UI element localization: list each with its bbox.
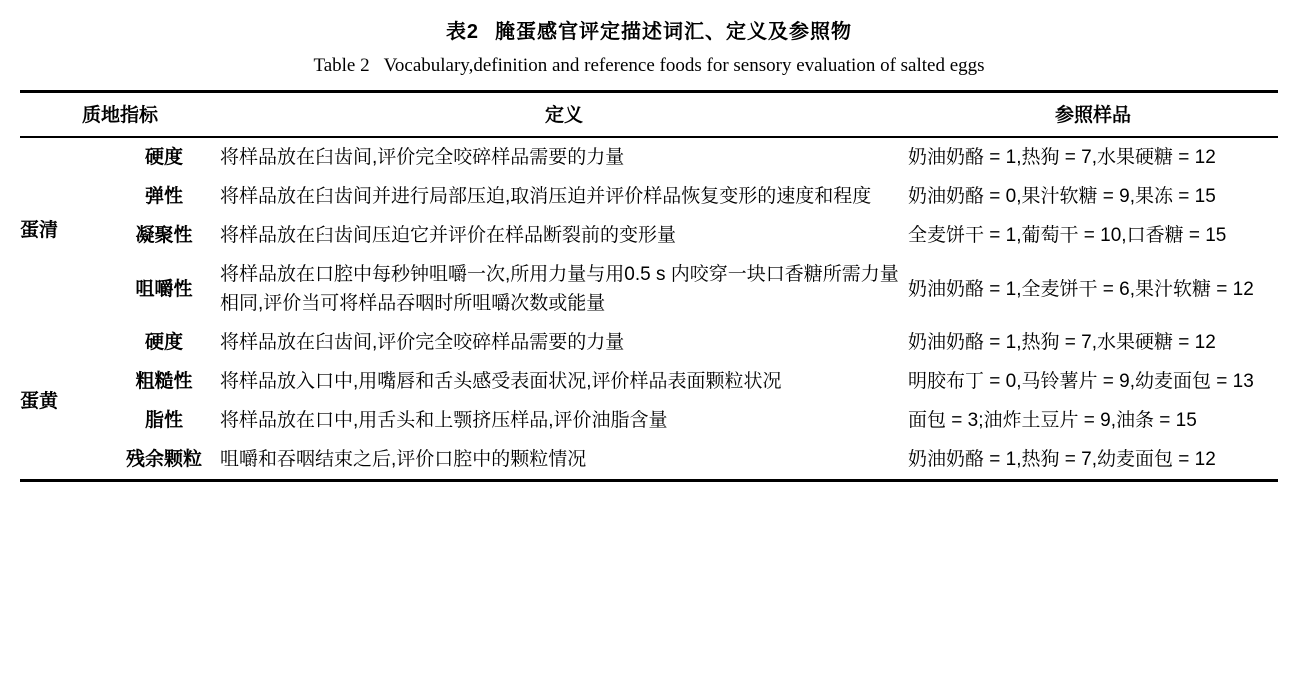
column-header-texture-indicator: 质地指标 [81,105,158,126]
group-label-egg-white: 蛋清 [20,220,59,241]
table-row-egg-yolk-oiliness [20,401,1278,440]
attribute-cell: 弹性 [144,186,183,207]
reference-cell: 奶油奶酪 = 1,热狗 = 7,水果硬糖 = 12 [908,147,1216,168]
table-number-en: Table 2 [313,55,370,76]
definition-cell: 将样品放在臼齿间压迫它并评价在样品断裂前的变形量 [220,225,677,246]
table-row-egg-yolk-hardness [20,323,1278,362]
definition-cell: 将样品放在臼齿间,评价完全咬碎样品需要的力量 [220,147,625,168]
attribute-cell: 粗糙性 [135,371,193,392]
reference-cell: 全麦饼干 = 1,葡萄干 = 10,口香糖 = 15 [908,225,1227,246]
table-row-egg-white-chewiness [20,255,1278,323]
definition-cell: 咀嚼和吞咽结束之后,评价口腔中的颗粒情况 [220,449,587,470]
column-header-definition: 定义 [544,105,583,126]
table-row-egg-white-hardness [20,137,1278,177]
reference-cell: 奶油奶酪 = 1,热狗 = 7,水果硬糖 = 12 [908,332,1216,353]
table-row-egg-yolk-roughness [20,362,1278,401]
attribute-cell: 脂性 [144,410,183,431]
reference-cell: 奶油奶酪 = 1,热狗 = 7,幼麦面包 = 12 [908,449,1216,470]
definition-cell: 将样品放入口中,用嘴唇和舌头感受表面状况,评价样品表面颗粒状况 [220,371,782,392]
table-row-egg-white-elasticity [20,177,1278,216]
group-label-egg-yolk: 蛋黄 [20,390,59,412]
table-number-zh: 表2 [445,21,480,43]
definition-cell: 将样品放在臼齿间,评价完全咬碎样品需要的力量 [220,332,625,353]
definition-cell: 将样品放在口腔中每秒钟咀嚼一次,所用力量与用0.5 s 内咬穿一块口香糖所需力量相同,评价当可将样品吞咽时所咀嚼次数或能量 [220,264,899,314]
reference-cell: 面包 = 3;油炸土豆片 = 9,油条 = 15 [908,410,1197,431]
column-header-reference-sample: 参照样品 [1054,105,1131,126]
attribute-cell: 硬度 [144,147,183,168]
sensory-evaluation-table [20,90,1278,482]
attribute-cell: 残余颗粒 [125,449,202,470]
table-title-en: Vocabulary,definition and reference foods for sensory evaluation of salted eggs [383,55,985,76]
table-caption-zh [20,10,1278,44]
reference-cell: 奶油奶酪 = 0,果汁软糖 = 9,果冻 = 15 [908,186,1216,207]
table-row-egg-yolk-residual-particles [20,440,1278,481]
table-header-row [20,92,1278,138]
reference-cell: 奶油奶酪 = 1,全麦饼干 = 6,果汁软糖 = 12 [908,278,1254,300]
attribute-cell: 硬度 [144,332,183,353]
attribute-cell: 咀嚼性 [135,278,193,300]
reference-cell: 明胶布丁 = 0,马铃薯片 = 9,幼麦面包 = 13 [908,371,1254,392]
attribute-cell: 凝聚性 [135,225,193,246]
definition-cell: 将样品放在臼齿间并进行局部压迫,取消压迫并评价样品恢复变形的速度和程度 [220,186,872,207]
definition-cell: 将样品放在口中,用舌头和上颚挤压样品,评价油脂含量 [220,410,668,431]
table-title-zh: 腌蛋感官评定描述词汇、定义及参照物 [495,21,853,43]
table-row-egg-white-cohesiveness [20,216,1278,255]
table-caption-en [20,55,1278,77]
